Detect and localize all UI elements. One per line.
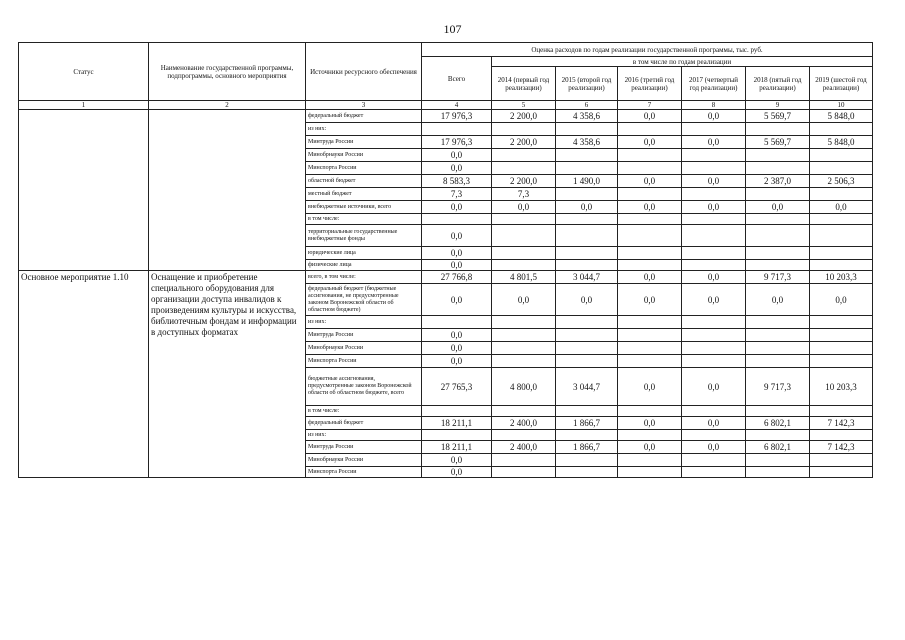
year-value-cell: 5 848,0: [810, 136, 873, 149]
year-value-cell: 6 802,1: [746, 441, 810, 454]
funding-source-cell: Минспорта России: [306, 355, 422, 368]
year-value-cell: 0,0: [492, 201, 556, 214]
year-value-cell: 0,0: [618, 417, 682, 430]
year-value-cell: 5 569,7: [746, 136, 810, 149]
year-value-cell: 0,0: [810, 284, 873, 316]
year-value-cell: [618, 342, 682, 355]
status-cell: Основное мероприятие 1.10: [19, 271, 149, 478]
year-value-cell: [556, 247, 618, 260]
page-number: 107: [443, 22, 462, 36]
year-value-cell: [746, 329, 810, 342]
year-value-cell: 0,0: [618, 368, 682, 406]
year-value-cell: [682, 162, 746, 175]
total-value-cell: 18 211,1: [422, 441, 492, 454]
year-value-cell: [618, 149, 682, 162]
year-value-cell: 0,0: [618, 201, 682, 214]
total-value-cell: [422, 214, 492, 225]
year-value-cell: [556, 225, 618, 247]
column-number: 7: [618, 101, 682, 110]
year-value-cell: [682, 123, 746, 136]
year-value-cell: [492, 430, 556, 441]
total-value-cell: 0,0: [422, 201, 492, 214]
year-value-cell: [810, 188, 873, 201]
sources-header: Источники ресурсного обеспечения: [306, 43, 422, 101]
year-value-cell: [746, 188, 810, 201]
funding-source-cell: Минспорта России: [306, 162, 422, 175]
funding-source-cell: из них:: [306, 430, 422, 441]
year-value-cell: [810, 162, 873, 175]
total-value-cell: 17 976,3: [422, 110, 492, 123]
year-value-cell: [492, 406, 556, 417]
year-value-cell: 0,0: [618, 110, 682, 123]
year-value-cell: [618, 406, 682, 417]
year-value-cell: 2 200,0: [492, 136, 556, 149]
year-value-cell: [810, 406, 873, 417]
column-number: 5: [492, 101, 556, 110]
year-value-cell: [746, 214, 810, 225]
year-value-cell: 0,0: [682, 201, 746, 214]
year-value-cell: 4 358,6: [556, 110, 618, 123]
column-number: 10: [810, 101, 873, 110]
year-value-cell: [682, 467, 746, 478]
funding-source-cell: Минобрнауки России: [306, 454, 422, 467]
year-value-cell: [618, 214, 682, 225]
year-value-cell: [556, 316, 618, 329]
year-header: 2019 (шестой год реализации): [810, 67, 873, 101]
funding-source-cell: юридические лица: [306, 247, 422, 260]
year-value-cell: 1 490,0: [556, 175, 618, 188]
year-value-cell: [618, 225, 682, 247]
year-value-cell: [746, 149, 810, 162]
year-value-cell: [556, 188, 618, 201]
year-value-cell: [556, 329, 618, 342]
year-value-cell: 0,0: [556, 201, 618, 214]
total-value-cell: 17 976,3: [422, 136, 492, 149]
funding-source-cell: Минтруда России: [306, 441, 422, 454]
year-value-cell: [682, 329, 746, 342]
funding-source-cell: федеральный бюджет: [306, 110, 422, 123]
year-value-cell: 2 200,0: [492, 175, 556, 188]
year-value-cell: 0,0: [682, 441, 746, 454]
total-header: Всего: [422, 57, 492, 101]
year-value-cell: [810, 214, 873, 225]
year-value-cell: 2 506,3: [810, 175, 873, 188]
total-value-cell: 18 211,1: [422, 417, 492, 430]
year-value-cell: 0,0: [810, 201, 873, 214]
measure-name-cell: [149, 110, 306, 271]
funding-source-cell: областной бюджет: [306, 175, 422, 188]
year-value-cell: [810, 342, 873, 355]
year-value-cell: [682, 149, 746, 162]
year-value-cell: 0,0: [618, 284, 682, 316]
year-value-cell: [618, 188, 682, 201]
year-value-cell: [492, 329, 556, 342]
year-value-cell: 7 142,3: [810, 417, 873, 430]
funding-source-cell: Минтруда России: [306, 329, 422, 342]
year-value-cell: 0,0: [492, 284, 556, 316]
year-value-cell: [810, 316, 873, 329]
year-value-cell: [618, 430, 682, 441]
year-value-cell: [746, 454, 810, 467]
funding-source-cell: в том числе:: [306, 406, 422, 417]
total-value-cell: 27 765,3: [422, 368, 492, 406]
funding-source-cell: Минтруда России: [306, 136, 422, 149]
year-value-cell: 4 801,5: [492, 271, 556, 284]
table-row: [19, 110, 873, 123]
total-value-cell: 0,0: [422, 149, 492, 162]
year-value-cell: 6 802,1: [746, 417, 810, 430]
year-value-cell: [556, 454, 618, 467]
year-value-cell: [682, 342, 746, 355]
funding-source-cell: территориальные государственные внебюджетные фонды: [306, 225, 422, 247]
year-value-cell: [492, 342, 556, 355]
year-value-cell: [810, 467, 873, 478]
year-value-cell: [492, 355, 556, 368]
funding-source-cell: внебюджетные источники, всего: [306, 201, 422, 214]
year-value-cell: 0,0: [682, 271, 746, 284]
year-value-cell: 2 200,0: [492, 110, 556, 123]
year-value-cell: 5 848,0: [810, 110, 873, 123]
total-value-cell: [422, 430, 492, 441]
year-value-cell: 0,0: [746, 201, 810, 214]
year-value-cell: 3 044,7: [556, 368, 618, 406]
year-value-cell: 0,0: [618, 271, 682, 284]
year-value-cell: [810, 430, 873, 441]
year-value-cell: [682, 188, 746, 201]
column-number: 1: [19, 101, 149, 110]
year-value-cell: [556, 430, 618, 441]
funding-source-cell: федеральный бюджет: [306, 417, 422, 430]
year-value-cell: [618, 329, 682, 342]
year-value-cell: 0,0: [618, 175, 682, 188]
year-value-cell: 0,0: [746, 284, 810, 316]
year-value-cell: 0,0: [618, 441, 682, 454]
year-value-cell: [810, 329, 873, 342]
year-value-cell: [618, 260, 682, 271]
year-value-cell: [810, 225, 873, 247]
year-value-cell: [746, 467, 810, 478]
total-value-cell: 0,0: [422, 284, 492, 316]
funding-source-cell: из них:: [306, 316, 422, 329]
year-value-cell: [746, 316, 810, 329]
year-value-cell: [682, 406, 746, 417]
year-value-cell: [556, 162, 618, 175]
column-number: 3: [306, 101, 422, 110]
column-number: 9: [746, 101, 810, 110]
year-value-cell: 0,0: [682, 136, 746, 149]
estimate-header: Оценка расходов по годам реализации государственной программы, тыс. руб.: [422, 43, 873, 57]
year-value-cell: 10 203,3: [810, 368, 873, 406]
year-header: 2018 (пятый год реализации): [746, 67, 810, 101]
column-number: 8: [682, 101, 746, 110]
year-value-cell: [746, 355, 810, 368]
total-value-cell: 0,0: [422, 467, 492, 478]
year-value-cell: 4 358,6: [556, 136, 618, 149]
year-value-cell: [810, 260, 873, 271]
year-value-cell: [556, 123, 618, 136]
year-value-cell: 0,0: [618, 136, 682, 149]
total-value-cell: 0,0: [422, 454, 492, 467]
total-value-cell: 27 766,8: [422, 271, 492, 284]
year-value-cell: 0,0: [682, 175, 746, 188]
status-header: Статус: [19, 43, 149, 101]
year-header: 2015 (второй год реализации): [556, 67, 618, 101]
year-value-cell: [746, 406, 810, 417]
total-value-cell: 0,0: [422, 225, 492, 247]
total-value-cell: 0,0: [422, 329, 492, 342]
year-value-cell: [618, 467, 682, 478]
year-value-cell: [810, 355, 873, 368]
year-value-cell: [810, 149, 873, 162]
year-value-cell: [810, 123, 873, 136]
table-row: [19, 271, 873, 284]
year-value-cell: 0,0: [682, 417, 746, 430]
year-value-cell: [492, 467, 556, 478]
year-value-cell: [556, 406, 618, 417]
year-value-cell: 0,0: [682, 110, 746, 123]
total-value-cell: 0,0: [422, 260, 492, 271]
funding-source-cell: федеральный бюджет (бюджетные ассигнования, не предусмотренные законом Воронежской области об областном бюджете): [306, 284, 422, 316]
column-number: 2: [149, 101, 306, 110]
year-value-cell: [746, 247, 810, 260]
year-value-cell: [682, 214, 746, 225]
year-value-cell: 1 866,7: [556, 417, 618, 430]
year-value-cell: [682, 454, 746, 467]
measure-name-cell: Оснащение и приобретение специального оборудования для организации доступа инвалидов к произведениям культуры и искусства, библиотечным фондам и информации в доступных форматах: [149, 271, 306, 478]
year-value-cell: [618, 316, 682, 329]
year-header: 2014 (первый год реализации): [492, 67, 556, 101]
table-body: [19, 110, 873, 478]
year-value-cell: 9 717,3: [746, 368, 810, 406]
total-value-cell: 0,0: [422, 342, 492, 355]
budget-table: [18, 42, 873, 478]
total-value-cell: [422, 123, 492, 136]
year-value-cell: [556, 214, 618, 225]
year-value-cell: [556, 260, 618, 271]
total-value-cell: 0,0: [422, 247, 492, 260]
year-value-cell: 3 044,7: [556, 271, 618, 284]
by-year-header: в том числе по годам реализации: [492, 57, 873, 67]
year-header: 2017 (четвертый год реализации): [682, 67, 746, 101]
year-value-cell: [682, 247, 746, 260]
year-value-cell: 2 400,0: [492, 441, 556, 454]
year-value-cell: [682, 225, 746, 247]
name-header: Наименование государственной программы, подпрограммы, основного мероприятия: [149, 43, 306, 101]
year-value-cell: 0,0: [682, 368, 746, 406]
year-value-cell: [556, 342, 618, 355]
total-value-cell: [422, 406, 492, 417]
funding-source-cell: Минспорта России: [306, 467, 422, 478]
total-value-cell: 0,0: [422, 355, 492, 368]
year-header: 2016 (третий год реализации): [618, 67, 682, 101]
year-value-cell: [492, 225, 556, 247]
year-value-cell: [810, 454, 873, 467]
year-value-cell: [556, 467, 618, 478]
total-value-cell: 0,0: [422, 162, 492, 175]
year-value-cell: [492, 316, 556, 329]
year-value-cell: [682, 316, 746, 329]
year-value-cell: [746, 225, 810, 247]
year-value-cell: [492, 162, 556, 175]
year-value-cell: [618, 247, 682, 260]
column-number: 4: [422, 101, 492, 110]
year-value-cell: [682, 260, 746, 271]
year-value-cell: [746, 430, 810, 441]
year-value-cell: 7,3: [492, 188, 556, 201]
total-value-cell: [422, 316, 492, 329]
year-value-cell: [618, 355, 682, 368]
year-value-cell: [492, 214, 556, 225]
year-value-cell: [618, 123, 682, 136]
year-value-cell: [492, 149, 556, 162]
year-value-cell: 9 717,3: [746, 271, 810, 284]
funding-source-cell: всего, в том числе:: [306, 271, 422, 284]
year-value-cell: [492, 123, 556, 136]
year-value-cell: 1 866,7: [556, 441, 618, 454]
year-value-cell: 4 800,0: [492, 368, 556, 406]
year-value-cell: 0,0: [556, 284, 618, 316]
status-cell: [19, 110, 149, 271]
funding-source-cell: физические лица: [306, 260, 422, 271]
year-value-cell: [682, 430, 746, 441]
year-value-cell: 5 569,7: [746, 110, 810, 123]
year-value-cell: 2 387,0: [746, 175, 810, 188]
year-value-cell: [746, 260, 810, 271]
year-value-cell: [492, 247, 556, 260]
funding-source-cell: в том числе:: [306, 214, 422, 225]
funding-source-cell: бюджетные ассигнования, предусмотренные законом Воронежской области об областном бюджете, всего: [306, 368, 422, 406]
funding-source-cell: местный бюджет: [306, 188, 422, 201]
year-value-cell: [810, 247, 873, 260]
funding-source-cell: из них:: [306, 123, 422, 136]
year-value-cell: 10 203,3: [810, 271, 873, 284]
total-value-cell: 7,3: [422, 188, 492, 201]
year-value-cell: [556, 355, 618, 368]
year-value-cell: [492, 260, 556, 271]
funding-source-cell: Минобрнауки России: [306, 342, 422, 355]
total-value-cell: 8 583,3: [422, 175, 492, 188]
year-value-cell: [746, 342, 810, 355]
year-value-cell: [746, 162, 810, 175]
funding-source-cell: Минобрнауки России: [306, 149, 422, 162]
year-value-cell: [618, 162, 682, 175]
year-value-cell: [746, 123, 810, 136]
year-value-cell: 7 142,3: [810, 441, 873, 454]
year-value-cell: 0,0: [682, 284, 746, 316]
column-number: 6: [556, 101, 618, 110]
year-value-cell: [682, 355, 746, 368]
year-value-cell: 2 400,0: [492, 417, 556, 430]
year-value-cell: [492, 454, 556, 467]
year-value-cell: [556, 149, 618, 162]
year-value-cell: [618, 454, 682, 467]
